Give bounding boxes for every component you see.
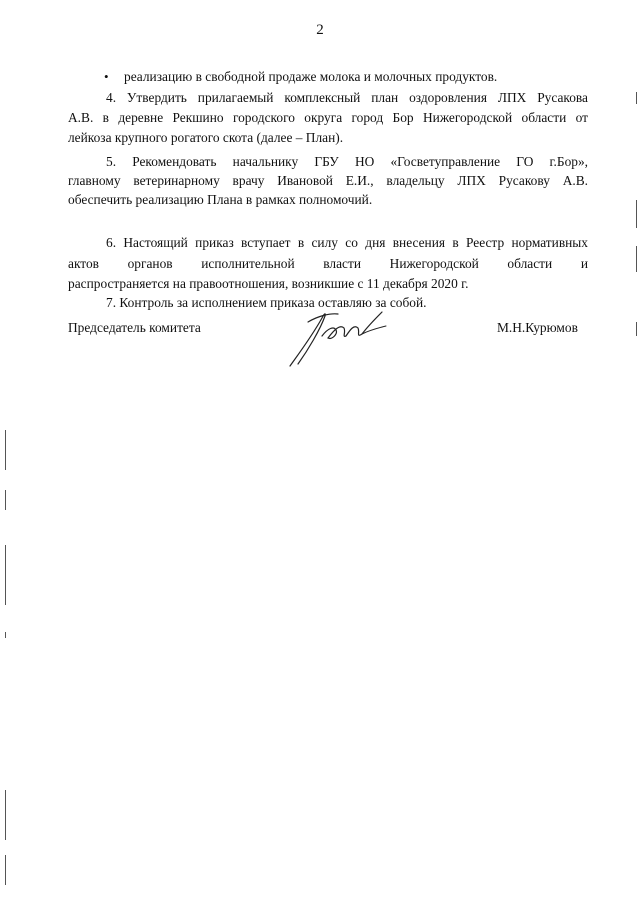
scan-artifact (5, 632, 6, 638)
bullet-marker: • (104, 69, 109, 84)
scan-artifact (5, 545, 6, 605)
scan-artifact (5, 490, 6, 510)
item6-line2: актов органов исполнительной власти Нижегородской области и (68, 256, 588, 271)
page-number: 2 (316, 22, 324, 38)
position-title: Председатель комитета (68, 320, 201, 335)
item5-line3: обеспечить реализацию Плана в рамках полномочий. (68, 192, 373, 207)
item4-line3: лейкоза крупного рогатого скота (далее – План). (68, 130, 344, 145)
item5-line2: главному ветеринарному врачу Ивановой Е.И., владельцу ЛПХ Русакову А.В. (68, 173, 588, 188)
scan-artifact (5, 855, 6, 885)
scan-artifact (636, 200, 637, 228)
signer-name: М.Н.Курюмов (497, 320, 578, 335)
scan-artifact (5, 430, 6, 470)
item4-line2: А.В. в деревне Рекшино городского округа город Бор Нижегородской области от (68, 110, 588, 125)
scan-artifact (636, 246, 637, 272)
item7-line1: 7. Контроль за исполнением приказа оставляю за собой. (106, 295, 427, 310)
bullet-text: реализацию в свободной продаже молока и молочных продуктов. (124, 69, 498, 84)
item5-line1: 5. Рекомендовать начальнику ГБУ НО «Госветуправление ГО г.Бор», (106, 154, 588, 169)
scan-artifact (636, 322, 637, 336)
scan-artifact (636, 92, 637, 104)
item6-line3: распространяется на правоотношения, возникшие с 11 декабря 2020 г. (68, 276, 469, 291)
item6-line1: 6. Настоящий приказ вступает в силу со дня внесения в Реестр нормативных (106, 235, 588, 250)
handwritten-signature (278, 300, 408, 372)
item4-line1: 4. Утвердить прилагаемый комплексный план оздоровления ЛПХ Русакова (106, 90, 588, 105)
scan-artifact (5, 790, 6, 840)
